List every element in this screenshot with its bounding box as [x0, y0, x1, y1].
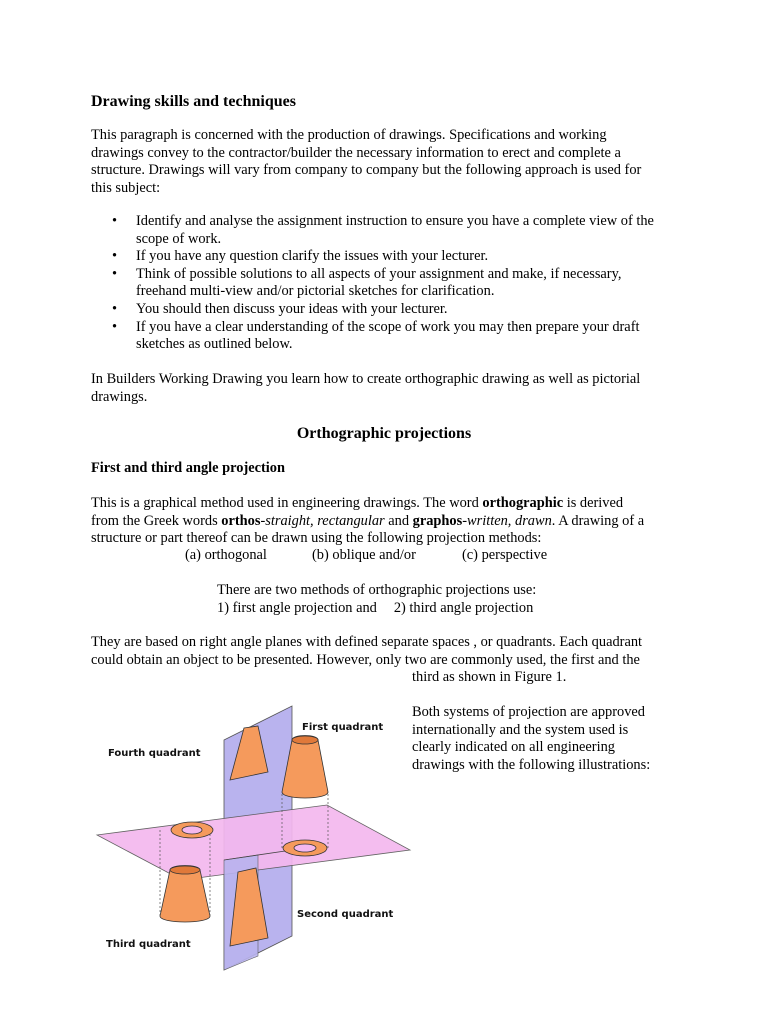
intro-line: drawings convey to the contractor/builder the necessary information to erect and complete a: [91, 144, 621, 161]
both-systems-line: internationally and the system used is: [412, 721, 629, 738]
ortho-line-2: [91, 513, 691, 531]
ortho-line-1: [91, 495, 691, 513]
two-methods-intro: There are two methods of orthographic projections use:: [217, 582, 537, 598]
bold-term: orthos: [221, 512, 261, 529]
list-item-line: • You should then discuss your ideas with your lecturer.: [136, 300, 448, 317]
text-run: . A drawing of a: [551, 512, 645, 529]
bold-term: orthographic: [482, 495, 564, 511]
list-item: [91, 266, 691, 301]
ortho-line-3: structure or part thereof can be drawn using the following projection methods:: [91, 530, 542, 547]
intro-line: this subject:: [91, 179, 161, 196]
italic-term: written, drawn: [467, 512, 552, 529]
two-methods-block: [217, 582, 536, 617]
list-item-line: scope of work.: [136, 230, 222, 247]
both-systems-line: Both systems of projection are approved: [412, 704, 645, 720]
intro-line: This paragraph is concerned with the production of drawings. Specifications and working: [91, 127, 607, 143]
both-systems-paragraph: [412, 704, 712, 774]
text-run: is derived: [563, 495, 624, 511]
text-run: -: [260, 512, 266, 529]
quadrant-line: could obtain an object to be presented. However, only two are commonly used, the first and the: [91, 651, 640, 668]
quadrant-line: third as shown in Figure 1.: [412, 669, 567, 686]
list-item: [91, 319, 691, 354]
text-run: -: [462, 512, 468, 529]
list-item-line: • If you have a clear understanding of the scope of work you may then prepare your draft: [136, 318, 640, 335]
intro-paragraph: [91, 127, 691, 197]
text-run: and: [384, 512, 413, 529]
fourth-quadrant-label: Fourth quadrant: [108, 748, 201, 759]
italic-term: straight, rectangular: [265, 512, 385, 529]
first-quadrant-plan-view: [283, 840, 327, 856]
quadrant-figure: [92, 700, 412, 975]
quadrant-line: They are based on right angle planes with defined separate spaces , or quadrants. Each quadrant: [91, 634, 643, 650]
list-item-line: • If you have any question clarify the issues with your lecturer.: [136, 248, 489, 265]
page-title: Drawing skills and techniques: [91, 93, 296, 110]
method-first-angle: 1) first angle projection and: [217, 599, 377, 616]
projection-methods: [0, 547, 768, 565]
text-run: from the Greek words: [91, 512, 222, 529]
list-item: [91, 213, 691, 248]
second-quadrant-label: Second quadrant: [297, 909, 394, 920]
first-quadrant-label: First quadrant: [302, 722, 384, 733]
method-orthogonal: (a) orthogonal: [185, 547, 267, 563]
section-heading: Orthographic projections: [296, 425, 472, 442]
builders-line: In Builders Working Drawing you learn how to create orthographic drawing as well as pictorial: [91, 371, 641, 387]
builders-paragraph: [91, 371, 691, 406]
method-oblique: (b) oblique and/or: [312, 547, 416, 563]
subheading: First and third angle projection: [91, 460, 286, 476]
list-item-line: • Think of possible solutions to all aspects of your assignment and make, if necessary,: [136, 265, 622, 282]
third-quadrant-label: Third quadrant: [106, 939, 191, 950]
quadrant-paragraph: [91, 634, 711, 687]
orthographic-paragraph: [91, 495, 691, 548]
list-item-line: sketches as outlined below.: [136, 336, 293, 353]
both-systems-line: clearly indicated on all engineering: [412, 739, 615, 756]
list-item: [91, 301, 691, 319]
builders-line: drawings.: [91, 388, 148, 405]
method-perspective: (c) perspective: [462, 547, 548, 563]
both-systems-line: drawings with the following illustrations:: [412, 756, 651, 773]
instruction-list: [91, 213, 691, 354]
intro-line: structure. Drawings will vary from company to company but the following approach is used for: [91, 162, 642, 179]
list-item-line: freehand multi-view and/or pictorial sketches for clarification.: [136, 283, 495, 300]
list-item: [91, 248, 691, 266]
third-quadrant-plan-view: [171, 822, 213, 838]
bold-term: graphos: [412, 512, 463, 529]
list-item-line: • Identify and analyse the assignment instruction to ensure you have a complete view of the: [136, 213, 654, 229]
text-run: This is a graphical method used in engineering drawings. The word: [91, 495, 483, 511]
method-third-angle: 2) third angle projection: [393, 599, 534, 616]
two-methods-items: [217, 600, 536, 618]
